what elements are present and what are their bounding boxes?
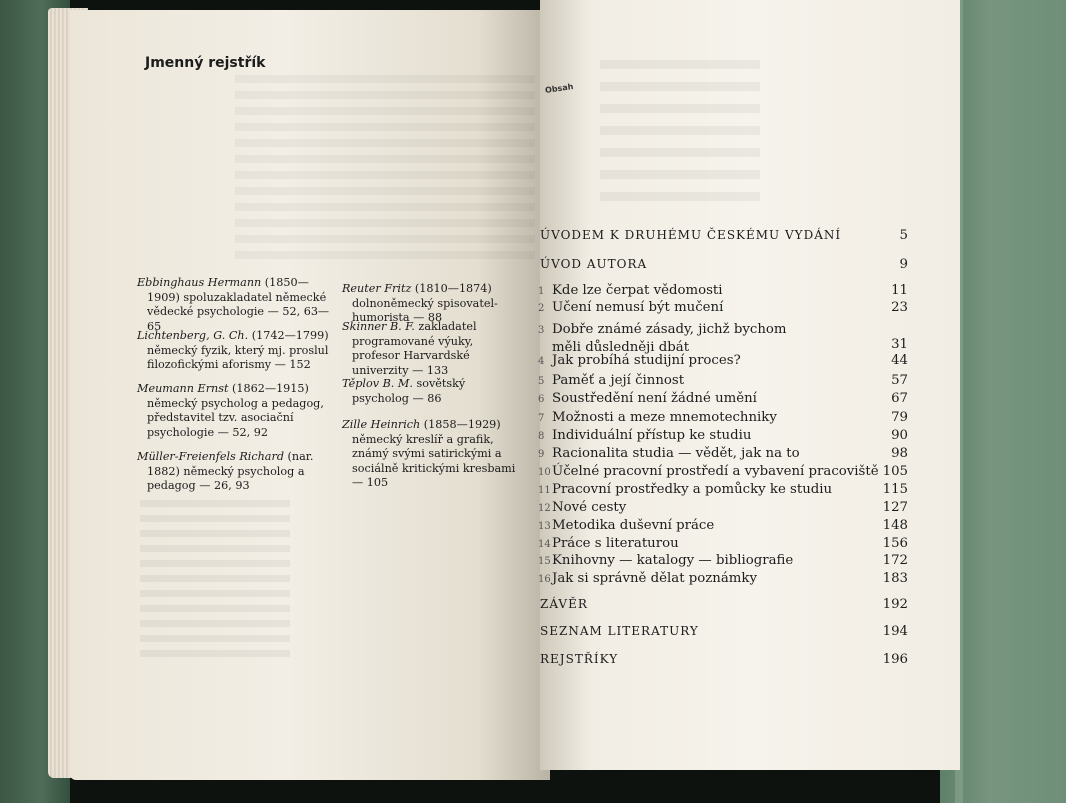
toc-chapter-number: 2 <box>538 303 545 314</box>
index-entry-text: (1850—1909) spoluzakladatel německé vědecké psychologie — 52, 63—65 <box>147 276 330 333</box>
toc-row <box>538 597 908 615</box>
toc-title <box>538 391 757 406</box>
index-entry-name: Lichtenberg, G. Ch. <box>137 329 249 342</box>
index-entry <box>137 382 337 440</box>
index-entry-name: Müller-Freienfels Richard <box>137 450 284 463</box>
running-head: Obsah <box>544 82 574 95</box>
toc-chapter-number: 16 <box>538 574 551 585</box>
toc-chapter-number: 6 <box>538 394 545 405</box>
toc-row <box>538 428 908 446</box>
toc-title <box>538 500 626 515</box>
toc-title <box>538 652 618 666</box>
toc-page-number: 183 <box>882 571 908 586</box>
toc-title-text: Jak probíhá studijní proces? <box>552 353 741 368</box>
toc-title-text: Jak si správně dělat poznámky <box>552 571 757 586</box>
toc-title <box>538 464 879 479</box>
toc-page-number: 44 <box>891 353 908 368</box>
toc-title <box>538 571 757 586</box>
toc-title <box>538 518 714 533</box>
toc-title-text: Knihovny — katalogy — bibliografie <box>552 553 794 568</box>
toc-page-number: 9 <box>899 257 908 272</box>
index-entry-text: (1810—1874) dolnoněmecký spisovatel-humorista — 88 <box>352 282 498 324</box>
index-entry-name: Skinner B. F. <box>342 320 415 333</box>
toc-title <box>538 353 741 368</box>
toc-page-number: 31 <box>891 337 908 352</box>
toc-title <box>538 373 684 388</box>
index-header: Jmenný rejstřík <box>145 55 266 71</box>
toc-chapter-number: 15 <box>538 556 551 567</box>
toc-row <box>538 373 908 391</box>
toc-row <box>538 257 908 275</box>
toc-title-text: SEZNAM LITERATURY <box>540 624 699 638</box>
toc-row <box>538 446 908 464</box>
index-entry-name: Těplov B. M. <box>342 377 413 390</box>
toc-row <box>538 353 908 371</box>
toc-title <box>538 446 800 461</box>
index-entry <box>137 276 337 334</box>
toc-chapter-number: 8 <box>538 431 545 442</box>
toc-chapter-number: 11 <box>538 485 551 496</box>
toc-title-text: Učení nemusí být mučení <box>552 300 724 315</box>
index-entry-name: Meumann Ernst <box>137 382 229 395</box>
index-entry <box>137 329 337 373</box>
toc-title-text: Kde lze čerpat vědomosti <box>552 283 723 298</box>
toc-chapter-number: 13 <box>538 521 551 532</box>
toc-chapter-number: 4 <box>538 356 545 367</box>
index-entry-text: (nar. 1882) německý psycholog a pedagog — 26, 93 <box>147 450 314 492</box>
toc-page-number: 192 <box>882 597 908 612</box>
toc-title <box>538 257 647 271</box>
toc-page-number: 79 <box>891 410 908 425</box>
toc-title-text: Metodika duševní práce <box>552 518 715 533</box>
toc-page-number: 115 <box>882 482 908 497</box>
toc-chapter-number: 1 <box>538 286 545 297</box>
toc-row <box>538 500 908 518</box>
toc-chapter-number: 14 <box>538 539 551 550</box>
toc-title <box>538 553 793 568</box>
toc-chapter-number: 9 <box>538 449 545 460</box>
toc-page-number: 11 <box>891 283 908 298</box>
toc-page-number: 57 <box>891 373 908 388</box>
toc-title <box>538 624 699 638</box>
toc-title-text: Pracovní prostředky a pomůcky ke studiu <box>552 482 833 497</box>
index-entry-name: Reuter Fritz <box>342 282 412 295</box>
toc-page-number: 156 <box>882 536 908 551</box>
toc-chapter-number: 12 <box>538 503 551 514</box>
toc-title <box>538 536 679 551</box>
toc-row <box>538 652 908 670</box>
toc-title-text: Racionalita studia — vědět, jak na to <box>552 446 800 461</box>
toc-title-text: ZÁVĚR <box>540 597 588 611</box>
toc-page-number: 194 <box>882 624 908 639</box>
toc-row <box>538 391 908 409</box>
toc-title <box>538 321 787 356</box>
toc-title <box>538 410 777 425</box>
toc-title-text: ÚVOD AUTORA <box>540 257 648 271</box>
toc-page-number: 172 <box>882 553 908 568</box>
toc-title <box>538 597 588 611</box>
toc-page-number: 127 <box>882 500 908 515</box>
toc-page-number: 196 <box>882 652 908 667</box>
show-through-right <box>600 60 760 210</box>
toc-title-text: Dobře známé zásady, jichž bychom <box>552 322 787 337</box>
toc-page-number: 5 <box>899 228 908 243</box>
toc-title <box>538 228 841 242</box>
index-entry-name: Ebbinghaus Hermann <box>137 276 262 289</box>
toc-row <box>538 321 908 355</box>
toc-chapter-number: 10 <box>538 467 551 478</box>
toc-page-number: 105 <box>882 464 908 479</box>
toc-row <box>538 536 908 554</box>
index-entry-name: Zille Heinrich <box>342 418 421 431</box>
toc-row <box>538 283 908 301</box>
toc-chapter-number: 7 <box>538 413 545 424</box>
toc-row <box>538 571 908 589</box>
index-entry <box>137 450 337 494</box>
toc-page-number: 148 <box>882 518 908 533</box>
toc-page-number: 23 <box>891 300 908 315</box>
index-entry-text: (1862—1915) německý psycholog a pedagog, představitel tzv. asociační psychologie — 52, 92 <box>147 382 324 439</box>
toc-title-text: Nové cesty <box>552 500 627 515</box>
toc-row <box>538 553 908 571</box>
index-entry-text: (1742—1799) německý fyzik, který mj. proslul filozofickými aforismy — 152 <box>147 329 329 371</box>
toc-title <box>538 300 723 315</box>
toc-row <box>538 624 908 642</box>
toc-title <box>538 482 832 497</box>
toc-chapter-number: 5 <box>538 376 545 387</box>
toc-title-text: REJSTŘÍKY <box>540 652 619 666</box>
index-entry <box>342 377 522 406</box>
toc-row <box>538 410 908 428</box>
index-entry <box>342 418 522 491</box>
toc-row <box>538 228 908 246</box>
index-entry-text: sovětský psycholog — 86 <box>352 377 466 405</box>
toc-row <box>538 300 908 318</box>
toc-title <box>538 283 723 298</box>
show-through-left-2 <box>140 500 290 660</box>
toc-page-number: 67 <box>891 391 908 406</box>
toc-title-text-line2: měli důsledněji dbát <box>552 340 690 355</box>
toc-row <box>538 518 908 536</box>
toc-title-text: ÚVODEM K DRUHÉMU ČESKÉMU VYDÁNÍ <box>540 228 842 242</box>
index-entry <box>342 282 522 326</box>
toc-title <box>538 428 751 443</box>
toc-title-text: Účelné pracovní prostředí a vybavení pracoviště <box>552 464 879 479</box>
toc-title-text: Soustředění není žádné umění <box>552 391 757 406</box>
toc-title-text: Paměť a její činnost <box>552 373 685 388</box>
index-entry-text: zakladatel programované výuky, profesor Harvardské univerzity — 133 <box>352 320 477 377</box>
toc-row <box>538 464 908 482</box>
toc-chapter-number: 3 <box>538 325 545 336</box>
toc-title-text: Práce s literaturou <box>552 536 679 551</box>
index-entry-text: (1858—1929) německý kreslíř a grafik, známý svými satirickými a sociálně kritickými kresbami — 105 <box>352 418 516 489</box>
toc-row <box>538 482 908 500</box>
toc-page-number: 98 <box>891 446 908 461</box>
show-through-left <box>235 75 535 265</box>
toc-page-number: 90 <box>891 428 908 443</box>
toc-title-text: Individuální přístup ke studiu <box>552 428 752 443</box>
toc-title-text: Možnosti a meze mnemotechniky <box>552 410 777 425</box>
index-entry <box>342 320 522 378</box>
